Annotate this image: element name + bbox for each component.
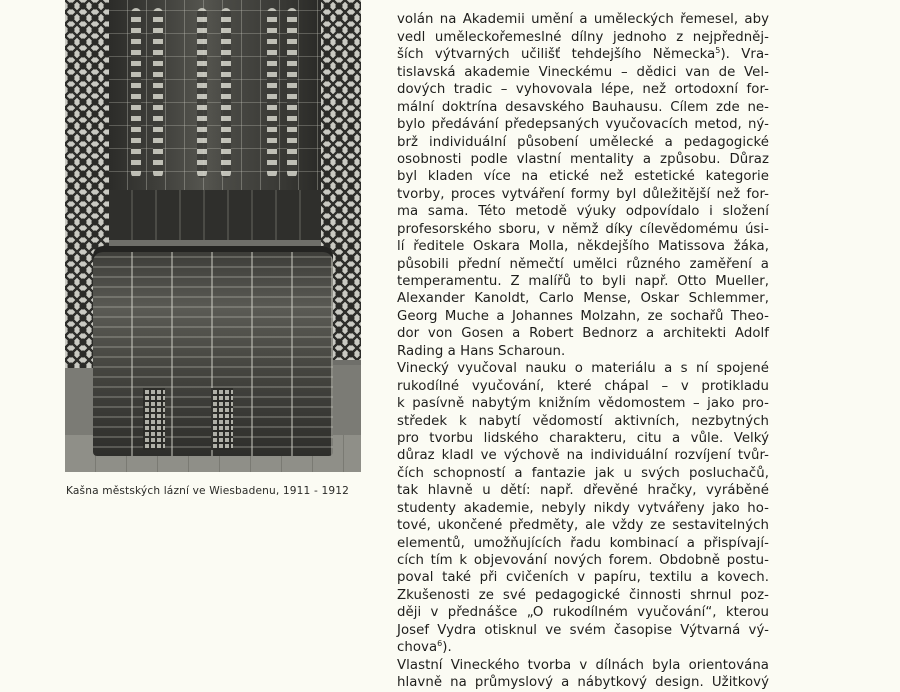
text-line: Alexander Kanoldt, Carlo Mense, Oskar Schlemmer, (397, 291, 769, 307)
text-line: byl kladen více na etické než estetické kategorie (397, 169, 769, 185)
text-line: elementů, umožňujících řadu kombinací a přispívají- (397, 535, 769, 551)
fountain-photograph (65, 0, 361, 472)
text-column (397, 0, 769, 692)
text-line-with-footnote (397, 46, 769, 63)
text-line: čích schopností a fantazie jak u svých posluchačů, (397, 465, 769, 481)
text-line-with-footnote (397, 639, 769, 656)
ornament-chain (287, 8, 297, 178)
text-line: poval také při cvičeních v papíru, textilu a kovech. (397, 570, 769, 586)
text-line: mální doktrína desavského Bauhausu. Cílem zde ne- (397, 99, 769, 115)
text-line: Rading a Hans Scharoun. (397, 343, 566, 359)
text-line: tislavská akademie Vineckému – dědici van de Vel- (397, 64, 769, 80)
text-line: k pasívně nabytým knižním vědomostem – jako pro- (397, 396, 769, 412)
ornament-chain (267, 8, 277, 178)
text-fragment: ších výtvarných učilišť tehdejšího Německa (397, 47, 716, 63)
ornament-chain (153, 8, 163, 178)
text-line: rukodílné vyučování, které chápal – v protikladu (397, 378, 769, 394)
text-line-cut-top (397, 0, 769, 11)
text-line: dor von Gosen a Robert Bednorz a architekti Adolf (397, 326, 769, 342)
niche-base (109, 190, 321, 240)
text-line: Josef Vydra otisknul ve svém časopise Výtvarná vý- (397, 622, 769, 638)
text-line: vedl uměleckořemeslné dílny jednoho z nejpředněj- (397, 29, 769, 45)
text-line: Georg Muche a Johannes Molzahn, ze sochařů Theo- (397, 308, 769, 324)
text-line: středek k nabytí vědomostí aktivních, nezbytných (397, 413, 769, 429)
text-line: temperamentu. Z malířů to byli např. Otto Mueller, (397, 274, 769, 289)
text-line-cut-bottom: hlavně na průmyslový a nábytkový design. Užitkový (397, 675, 769, 691)
text-line: Vlastní Vineckého tvorba v dílnách byla orientována (397, 657, 769, 673)
text-fragment: ). Vra- (720, 47, 769, 63)
footnote-mark: 5 (715, 46, 721, 56)
text-line: lí ředitele Oskara Molla, někdejšího Matissova žáka, (397, 239, 769, 255)
ornament-chain (197, 8, 207, 178)
text-line: brž individuální působení umělecké a pedagogické (397, 134, 769, 150)
text-line: tové, ukončené předměty, ale vždy ze sestavitelných (397, 518, 769, 534)
text-line: tvorby, proces vytváření formy byl důležitější než for- (397, 186, 769, 202)
text-line: volán na Akademii umění a uměleckých řemesel, aby (397, 12, 769, 28)
text-line: studenty akademie, nebyly nikdy vytvářeny jako ho- (397, 500, 769, 516)
footnote-mark: 6 (437, 639, 443, 649)
text-line: bylo předávání předepsaných vyučovacích metod, ný- (397, 117, 769, 133)
text-line: pro tvorbu lidského charakteru, citu a vůle. Velký (397, 430, 769, 446)
text-line: cích tím k objevování nových forem. Obdobně postu- (397, 553, 769, 568)
text-line: důraz kladl ve výchově na individuální rozvíjení tvůr- (397, 448, 769, 464)
text-line: dových tradic – vyhovovala lépe, než ortodoxní for- (397, 82, 769, 98)
text-line: osobnosti podle vlastní mentality a způsobu. Důraz (397, 151, 769, 167)
basin-grate (211, 388, 233, 450)
text-line: ma sama. Této metodě výuky odpovídalo i složení (397, 204, 769, 220)
text-fragment: chova (397, 640, 438, 656)
ornament-chain (131, 8, 141, 178)
text-line: Zkušenosti ze své pedagogické činnosti shrnul poz- (397, 587, 769, 603)
text-line: ději v přednášce „O rukodílném vyučování“, kterou (397, 605, 769, 621)
text-line: profesorského sboru, v němž díky cílevědomému úsi- (397, 221, 769, 237)
text-line: tak hlavně u dětí: např. dřevěné hračky, vyráběné (397, 483, 769, 499)
text-line: působili přední němečtí umělci různého zaměření a (397, 256, 769, 272)
text-fragment: ). (442, 640, 452, 656)
ornament-chain (221, 8, 231, 178)
photo-caption: Kašna městských lázní ve Wiesbadenu, 1911 - 1912 (66, 485, 350, 497)
text-line: Vinecký vyučoval nauku o materiálu a s ní spojené (397, 361, 769, 377)
basin-grate (143, 388, 165, 450)
